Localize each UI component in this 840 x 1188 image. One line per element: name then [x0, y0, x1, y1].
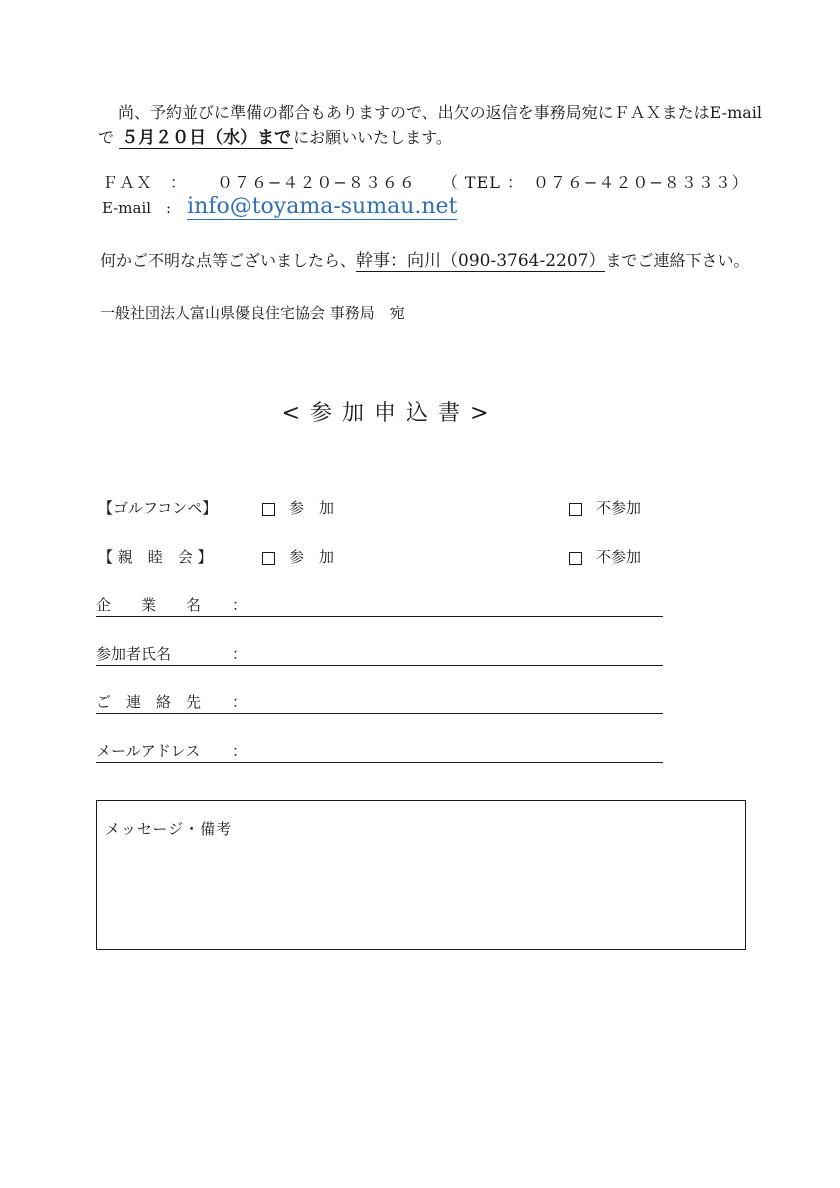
- name-colon: ：: [232, 645, 248, 663]
- social-label: 【 親 睦 会 】: [98, 548, 213, 566]
- contact-prefix: 何かご不明な点等ございましたら、: [100, 251, 357, 270]
- golf-absent-label: 不参加: [596, 499, 642, 517]
- email-colon: ：: [232, 742, 248, 760]
- golf-label: 【ゴルフコンペ】: [98, 499, 218, 517]
- golf-attend-label: 参 加: [289, 499, 335, 517]
- deadline: ５月２０日（水）まで: [121, 128, 292, 148]
- email-field-label: メールアドレス: [96, 742, 201, 760]
- company-field[interactable]: [96, 594, 663, 617]
- email-link[interactable]: info@toyama-sumau.net: [187, 194, 458, 219]
- phone-label: ご 連 絡 先: [96, 693, 202, 711]
- fax-line: [102, 170, 749, 193]
- phone-field[interactable]: [96, 691, 663, 714]
- contact-line: [100, 246, 750, 271]
- addressee: 一般社団法人富山県優良住宅協会 事務局 宛: [100, 304, 405, 322]
- notice-line-2: [98, 123, 452, 148]
- contact-suffix: までご連絡下さい。: [605, 251, 750, 270]
- notice-prefix: で: [98, 128, 115, 147]
- social-absent-label: 不参加: [596, 548, 642, 566]
- golf-absent-option[interactable]: [569, 497, 641, 518]
- message-box[interactable]: [96, 800, 746, 950]
- name-label: 参加者氏名: [96, 645, 172, 663]
- phone-colon: ：: [232, 693, 248, 711]
- email-line: [102, 194, 457, 219]
- email-field[interactable]: [96, 740, 663, 763]
- fax-number: ０７６−４２０−８３６６: [217, 173, 416, 192]
- notice-line-1: 尚、予約並びに準備の都合もありますので、出欠の返信を事務局宛にＦＡＸまたはE-mail: [118, 103, 763, 122]
- company-label: 企 業 名: [96, 596, 202, 614]
- company-colon: ：: [232, 596, 248, 614]
- message-label: メッセージ・備考: [105, 820, 233, 838]
- social-absent-checkbox[interactable]: [569, 552, 582, 565]
- social-attend-label: 参 加: [289, 548, 335, 566]
- name-field[interactable]: [96, 643, 663, 666]
- fax-label: ＦＡＸ ：: [102, 173, 188, 192]
- form-title: <参加申込書>: [281, 401, 499, 426]
- social-attend-option[interactable]: [262, 546, 334, 567]
- tel-number: （ TEL ： ０７６−４２０−８３３３）: [441, 173, 749, 192]
- social-attend-checkbox[interactable]: [262, 552, 275, 565]
- notice-suffix: にお願いいたします。: [293, 128, 452, 147]
- email-label: E-mail :: [102, 199, 172, 217]
- golf-attend-checkbox[interactable]: [262, 503, 275, 516]
- social-absent-option[interactable]: [569, 546, 641, 567]
- golf-absent-checkbox[interactable]: [569, 503, 582, 516]
- contact-person: 幹事：向川（090-3764-2207）: [356, 251, 606, 271]
- golf-attend-option[interactable]: [262, 497, 334, 518]
